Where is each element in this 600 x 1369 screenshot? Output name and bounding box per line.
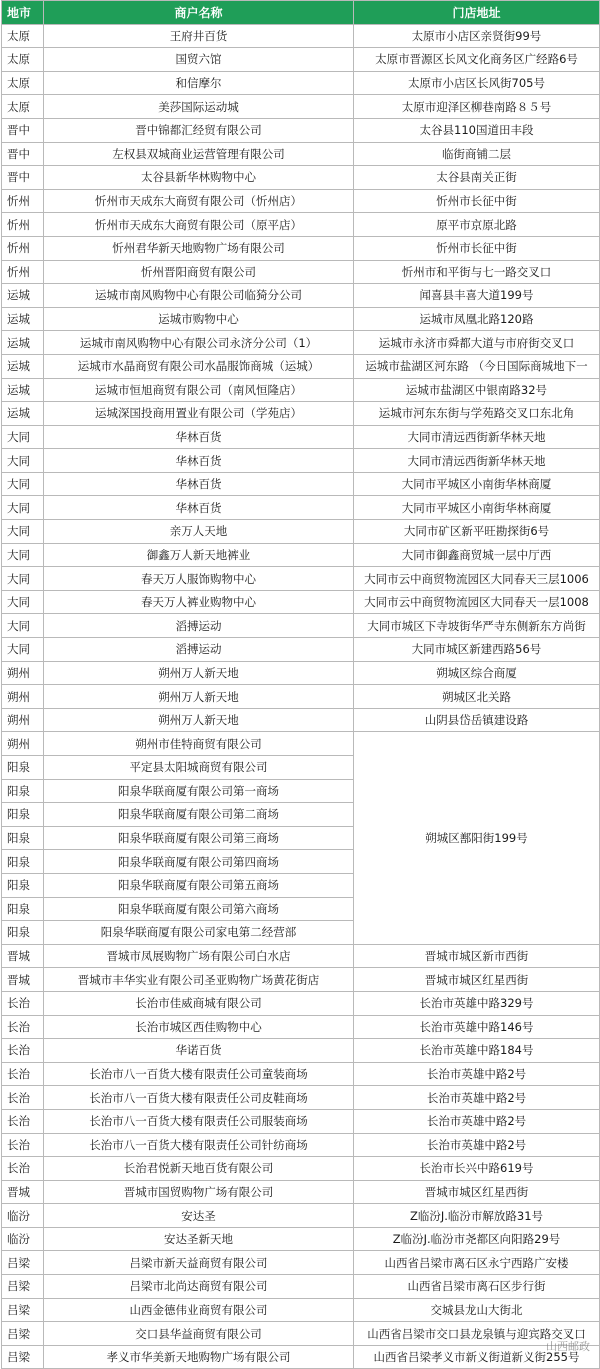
header-merchant-name: 商户名称 (44, 1, 354, 25)
merchant-name-cell: 山西金德伟业商贸有限公司 (44, 1298, 354, 1322)
city-cell: 运城 (2, 378, 44, 402)
table-row (2, 1345, 600, 1369)
table-row (2, 1251, 600, 1275)
city-cell: 阳泉 (2, 779, 44, 803)
city-cell: 长治 (2, 1062, 44, 1086)
merchant-name-cell: 安达圣 (44, 1204, 354, 1228)
merchant-name-cell: 忻州君华新天地购物广场有限公司 (44, 236, 354, 260)
store-address-cell: 临街商铺二层 (354, 142, 600, 166)
city-cell: 阳泉 (2, 803, 44, 827)
city-cell: 吕梁 (2, 1298, 44, 1322)
table-row (2, 1204, 600, 1228)
city-cell: 长治 (2, 1039, 44, 1063)
city-cell: 长治 (2, 1157, 44, 1181)
store-address-cell: 运城市河东东街与学苑路交叉口东北角 (354, 402, 600, 426)
city-cell: 大同 (2, 543, 44, 567)
merchant-name-cell: 滔搏运动 (44, 614, 354, 638)
table-row (2, 732, 600, 756)
city-cell: 运城 (2, 354, 44, 378)
city-cell: 临汾 (2, 1204, 44, 1228)
store-address-cell: 忻州市和平街与七一路交叉口 (354, 260, 600, 284)
merchant-name-cell: 长治市佳威商城有限公司 (44, 991, 354, 1015)
table-row (2, 1133, 600, 1157)
store-address-cell: 大同市云中商贸物流园区大同春天三层1006 (354, 567, 600, 591)
merchant-name-cell: 华林百货 (44, 449, 354, 473)
table-row (2, 213, 600, 237)
store-address-cell: 山西省吕梁孝义市新义街道新义街255号 (354, 1345, 600, 1369)
table-row (2, 402, 600, 426)
store-address-cell: Z临汾J.临汾市解放路31号 (354, 1204, 600, 1228)
city-cell: 长治 (2, 991, 44, 1015)
table-row (2, 189, 600, 213)
table-row (2, 1227, 600, 1251)
table-row (2, 48, 600, 72)
store-address-cell: 大同市清远西街新华林天地 (354, 449, 600, 473)
table-row (2, 991, 600, 1015)
table-row (2, 944, 600, 968)
table-row (2, 378, 600, 402)
store-address-cell: 原平市京原北路 (354, 213, 600, 237)
table-row (2, 1322, 600, 1346)
merchant-name-cell: 晋中锦都汇经贸有限公司 (44, 118, 354, 142)
header-city: 地市 (2, 1, 44, 25)
table-row (2, 95, 600, 119)
city-cell: 阳泉 (2, 826, 44, 850)
city-cell: 朔州 (2, 708, 44, 732)
merchant-name-cell: 运城市水晶商贸有限公司水晶服饰商城（运城） (44, 354, 354, 378)
table-row (2, 968, 600, 992)
merchant-name-cell: 运城深国投商用置业有限公司（学苑店） (44, 402, 354, 426)
store-address-cell: 长治市英雄中路329号 (354, 991, 600, 1015)
merchant-name-cell: 阳泉华联商厦有限公司第三商场 (44, 826, 354, 850)
city-cell: 太原 (2, 48, 44, 72)
city-cell: 吕梁 (2, 1275, 44, 1299)
city-cell: 大同 (2, 520, 44, 544)
city-cell: 运城 (2, 284, 44, 308)
table-body (2, 24, 600, 1369)
merchant-name-cell: 华诺百货 (44, 1039, 354, 1063)
merchant-name-cell: 阳泉华联商厦有限公司第四商场 (44, 850, 354, 874)
merchant-name-cell: 春天万人服饰购物中心 (44, 567, 354, 591)
table-row (2, 685, 600, 709)
table-row (2, 661, 600, 685)
table-row (2, 449, 600, 473)
merchant-name-cell: 国贸六馆 (44, 48, 354, 72)
merchant-name-cell: 交口县华益商贸有限公司 (44, 1322, 354, 1346)
merchant-name-cell: 吕梁市新天益商贸有限公司 (44, 1251, 354, 1275)
store-address-cell: 太谷县110国道田丰段 (354, 118, 600, 142)
store-address-cell: 山西省吕梁市离石区步行街 (354, 1275, 600, 1299)
store-address-cell: 长治市长兴中路619号 (354, 1157, 600, 1181)
city-cell: 晋城 (2, 968, 44, 992)
store-address-cell: 太原市晋源区长风文化商务区广经路6号 (354, 48, 600, 72)
table-row (2, 71, 600, 95)
table-row (2, 590, 600, 614)
store-address-cell: 运城市凤凰北路120路 (354, 307, 600, 331)
city-cell: 阳泉 (2, 897, 44, 921)
city-cell: 吕梁 (2, 1345, 44, 1369)
store-address-cell: 长治市英雄中路2号 (354, 1109, 600, 1133)
merchant-name-cell: 阳泉华联商厦有限公司第五商场 (44, 873, 354, 897)
store-address-cell: 运城市永济市舜都大道与市府街交叉口 (354, 331, 600, 355)
city-cell: 忻州 (2, 236, 44, 260)
city-cell: 阳泉 (2, 921, 44, 945)
table-row (2, 1086, 600, 1110)
merchant-name-cell: 孝义市华美新天地购物广场有限公司 (44, 1345, 354, 1369)
store-address-cell: 长治市英雄中路2号 (354, 1086, 600, 1110)
merchant-name-cell: 平定县太阳城商贸有限公司 (44, 756, 354, 780)
city-cell: 忻州 (2, 260, 44, 284)
city-cell: 阳泉 (2, 850, 44, 874)
table-row (2, 24, 600, 48)
merchant-name-cell: 左权县双城商业运营管理有限公司 (44, 142, 354, 166)
city-cell: 晋城 (2, 944, 44, 968)
city-cell: 太原 (2, 24, 44, 48)
store-address-cell: 山西省吕梁市交口县龙泉镇与迎宾路交叉口 (354, 1322, 600, 1346)
store-address-cell: 大同市平城区小南街华林商厦 (354, 472, 600, 496)
merchant-name-cell: 和信摩尔 (44, 71, 354, 95)
table-row (2, 142, 600, 166)
table-row (2, 284, 600, 308)
table-row (2, 1109, 600, 1133)
city-cell: 太原 (2, 71, 44, 95)
merchant-name-cell: 阳泉华联商厦有限公司第一商场 (44, 779, 354, 803)
store-address-cell: 长治市英雄中路146号 (354, 1015, 600, 1039)
store-address-cell: 太原市小店区长风街705号 (354, 71, 600, 95)
merchant-name-cell: 运城市南风购物中心有限公司临猗分公司 (44, 284, 354, 308)
store-address-cell: 交城县龙山大街北 (354, 1298, 600, 1322)
store-address-cell: 大同市云中商贸物流园区大同春天一层1008 (354, 590, 600, 614)
store-address-cell: 长治市英雄中路2号 (354, 1133, 600, 1157)
merchant-name-cell: 吕梁市北尚达商贸有限公司 (44, 1275, 354, 1299)
city-cell: 大同 (2, 638, 44, 662)
merchant-name-cell: 御鑫万人新天地裤业 (44, 543, 354, 567)
store-address-cell: 太谷县南关正街 (354, 166, 600, 190)
store-address-cell: Z临汾J.临汾市尧都区向阳路29号 (354, 1227, 600, 1251)
table-row (2, 638, 600, 662)
city-cell: 朔州 (2, 661, 44, 685)
store-address-cell: 运城市盐湖区河东路 （今日国际商城地下一 (354, 354, 600, 378)
city-cell: 运城 (2, 331, 44, 355)
merchant-name-cell: 阳泉华联商厦有限公司第二商场 (44, 803, 354, 827)
merchant-name-cell: 长治市八一百货大楼有限责任公司服装商场 (44, 1109, 354, 1133)
city-cell: 大同 (2, 449, 44, 473)
store-address-cell: 太原市小店区亲贤街99号 (354, 24, 600, 48)
store-address-cell: 太原市迎泽区柳巷南路８５号 (354, 95, 600, 119)
merchant-name-cell: 晋城市国贸购物广场有限公司 (44, 1180, 354, 1204)
merchant-name-cell: 长治市八一百货大楼有限责任公司皮鞋商场 (44, 1086, 354, 1110)
merchant-name-cell: 春天万人裤业购物中心 (44, 590, 354, 614)
city-cell: 运城 (2, 402, 44, 426)
store-address-cell: 朔城区综合商厦 (354, 661, 600, 685)
store-address-cell: 朔城区北关路 (354, 685, 600, 709)
merchant-name-cell: 运城市恒旭商贸有限公司（南风恒隆店） (44, 378, 354, 402)
table-row (2, 496, 600, 520)
table-row (2, 1015, 600, 1039)
merchant-name-cell: 晋城市凤展购物广场有限公司白水店 (44, 944, 354, 968)
store-address-cell: 运城市盐湖区中银南路32号 (354, 378, 600, 402)
store-address-cell: 忻州市长征中街 (354, 189, 600, 213)
city-cell: 大同 (2, 472, 44, 496)
merchant-name-cell: 朔州万人新天地 (44, 685, 354, 709)
city-cell: 晋城 (2, 1180, 44, 1204)
merchant-name-cell: 长治君悦新天地百货有限公司 (44, 1157, 354, 1181)
table-row (2, 236, 600, 260)
table-row (2, 1180, 600, 1204)
store-address-cell: 大同市城区下寺坡街华严寺东侧新东方尚街 (354, 614, 600, 638)
table-row (2, 1298, 600, 1322)
merchant-name-cell: 美莎国际运动城 (44, 95, 354, 119)
merchant-name-cell: 阳泉华联商厦有限公司第六商场 (44, 897, 354, 921)
store-address-cell: 大同市城区新建西路56号 (354, 638, 600, 662)
merchant-name-cell: 华林百货 (44, 425, 354, 449)
city-cell: 长治 (2, 1086, 44, 1110)
merchant-name-cell: 阳泉华联商厦有限公司家电第二经营部 (44, 921, 354, 945)
store-address-cell: 忻州市长征中街 (354, 236, 600, 260)
city-cell: 阳泉 (2, 756, 44, 780)
city-cell: 大同 (2, 496, 44, 520)
city-cell: 长治 (2, 1015, 44, 1039)
table-row (2, 331, 600, 355)
merchant-name-cell: 华林百货 (44, 472, 354, 496)
table-row (2, 708, 600, 732)
merchant-name-cell: 华林百货 (44, 496, 354, 520)
store-address-cell: 长治市英雄中路2号 (354, 1062, 600, 1086)
table-row (2, 567, 600, 591)
merchant-name-cell: 晋城市丰华实业有限公司圣亚购物广场黄花街店 (44, 968, 354, 992)
city-cell: 忻州 (2, 213, 44, 237)
merchant-name-cell: 朔州市佳特商贸有限公司 (44, 732, 354, 756)
merchant-name-cell: 滔搏运动 (44, 638, 354, 662)
merchant-name-cell: 忻州晋阳商贸有限公司 (44, 260, 354, 284)
table-row (2, 425, 600, 449)
merchant-table (1, 0, 600, 1369)
merchant-name-cell: 运城市购物中心 (44, 307, 354, 331)
table-row (2, 614, 600, 638)
store-address-cell: 晋城市城区红星西街 (354, 1180, 600, 1204)
table-row (2, 260, 600, 284)
city-cell: 阳泉 (2, 873, 44, 897)
table-row (2, 118, 600, 142)
merchant-name-cell: 忻州市天成东大商贸有限公司（原平店） (44, 213, 354, 237)
table-row (2, 166, 600, 190)
store-address-cell: 大同市平城区小南街华林商厦 (354, 496, 600, 520)
table-row (2, 1275, 600, 1299)
city-cell: 大同 (2, 590, 44, 614)
merchant-name-cell: 亲万人天地 (44, 520, 354, 544)
store-address-cell: 长治市英雄中路184号 (354, 1039, 600, 1063)
table-row (2, 472, 600, 496)
table-row (2, 1157, 600, 1181)
city-cell: 吕梁 (2, 1322, 44, 1346)
merchant-name-cell: 长治市八一百货大楼有限责任公司针纺商场 (44, 1133, 354, 1157)
city-cell: 忻州 (2, 189, 44, 213)
table-row (2, 1039, 600, 1063)
table-row (2, 1062, 600, 1086)
city-cell: 运城 (2, 307, 44, 331)
store-address-cell: 山阴县岱岳镇建设路 (354, 708, 600, 732)
store-address-cell: 闻喜县丰喜大道199号 (354, 284, 600, 308)
city-cell: 临汾 (2, 1227, 44, 1251)
table-row (2, 354, 600, 378)
city-cell: 晋中 (2, 142, 44, 166)
store-address-cell: 大同市御鑫商贸城一层中厅西 (354, 543, 600, 567)
merchant-name-cell: 长治市八一百货大楼有限责任公司童装商场 (44, 1062, 354, 1086)
merchant-name-cell: 忻州市天成东大商贸有限公司（忻州店） (44, 189, 354, 213)
city-cell: 晋中 (2, 118, 44, 142)
store-address-cell: 晋城市城区红星西街 (354, 968, 600, 992)
header-row (2, 1, 600, 25)
table-row (2, 307, 600, 331)
city-cell: 吕梁 (2, 1251, 44, 1275)
merchant-name-cell: 王府井百货 (44, 24, 354, 48)
city-cell: 朔州 (2, 732, 44, 756)
merchant-name-cell: 太谷县新华林购物中心 (44, 166, 354, 190)
merged-address-cell: 朔城区鄯阳街199号 (354, 732, 600, 944)
merchant-name-cell: 朔州万人新天地 (44, 661, 354, 685)
table-row (2, 543, 600, 567)
merchant-name-cell: 安达圣新天地 (44, 1227, 354, 1251)
store-address-cell: 大同市矿区新平旺勘探街6号 (354, 520, 600, 544)
watermark: 山西邮政 (546, 1338, 590, 1354)
city-cell: 太原 (2, 95, 44, 119)
merchant-name-cell: 朔州万人新天地 (44, 708, 354, 732)
merchant-name-cell: 长治市城区西佳购物中心 (44, 1015, 354, 1039)
city-cell: 大同 (2, 425, 44, 449)
merchant-name-cell: 运城市南风购物中心有限公司永济分公司（1） (44, 331, 354, 355)
table-row (2, 520, 600, 544)
store-address-cell: 晋城市城区新市西街 (354, 944, 600, 968)
store-address-cell: 大同市清远西街新华林天地 (354, 425, 600, 449)
city-cell: 朔州 (2, 685, 44, 709)
city-cell: 大同 (2, 567, 44, 591)
city-cell: 晋中 (2, 166, 44, 190)
header-store-address: 门店地址 (354, 1, 600, 25)
store-address-cell: 山西省吕梁市离石区永宁西路广安楼 (354, 1251, 600, 1275)
city-cell: 长治 (2, 1109, 44, 1133)
city-cell: 大同 (2, 614, 44, 638)
city-cell: 长治 (2, 1133, 44, 1157)
